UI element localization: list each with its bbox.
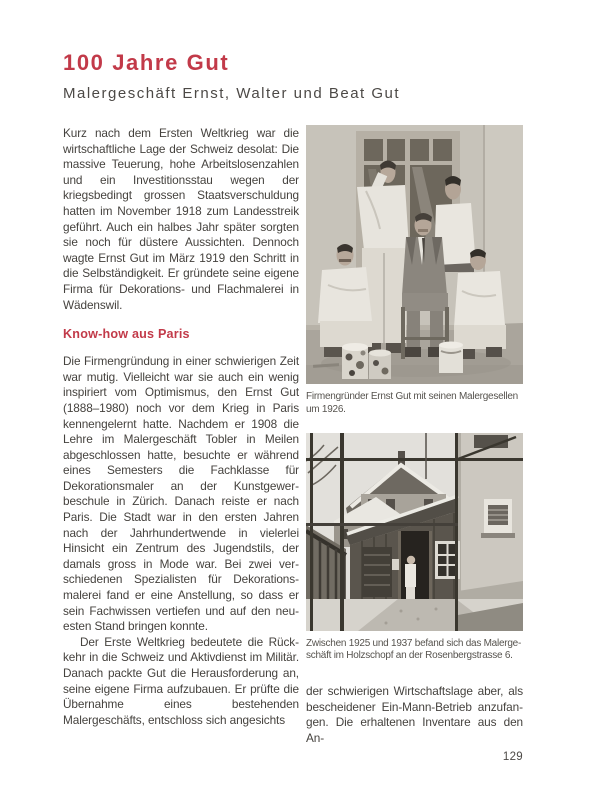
section-heading: Know-how aus Paris — [63, 327, 190, 342]
caption-holzschopf: Zwischen 1925 und 1937 befand sich das Malergeschäft im Holzschopf an der Rosenbergstrasse 6. — [306, 637, 522, 662]
paragraph-war-return: Der Erste Weltkrieg bedeutete die Rückkehr in die Schweiz und Aktivdienst im Militär. Danach packte Gut die Herausforderung an, seine eigene Firma aufzubauen. Er prüfte die Übernahme eines bestehenden Malergeschäfts, entschloss sich angesichts — [63, 634, 299, 727]
page-title: 100 Jahre Gut — [63, 50, 230, 75]
paragraph-founding: Die Firmengründung in einer schwierigen Zeit war mutig. Vielleicht war sie auch ein wenig inspiriert vom Optimismus, den Ernst Gut (1888–1980) noch vor dem Krieg in Paris kennengelernt hatte. Nachdem er 1908 die Lehre im Malergeschäft Tobler in Meilen abgeschlossen hatte, besuchte er während eines Semesters die Fachklasse für Dekorationsmaler an der Kunstgewerbeschule in Zürich. Danach reiste er nach Paris. Die Stadt war in den ersten Jahren nach der Jahrhundertwende in vielerlei Hinsicht ein Zentrum des Jugendstils, der damals gross in Mode war. Bei zwei verschiedenen Spezialisten für Dekorationsmalerei fand er eine Anstellung, so dass er sein Fachwissen vertiefen und auf den neuesten Stand bringen konnte. — [63, 354, 299, 634]
left-column — [63, 126, 299, 728]
paragraph-intro: Kurz nach dem Ersten Weltkrieg war die wirtschaftliche Lage der Schweiz desolat: Die massive Teuerung, hohe Arbeitslosenzahlen und ein Investitionsstau wegen der kriegsbedingt grossen Staatsverschuldung hatten im November 1918 zum Landesstreik geführt. Auch ein halbes Jahr später sorgten sie noch für düstere Aussichten. Dennoch wagte Ernst Gut im März 1919 den Schritt in die Selbständigkeit. Er gründete seine eigene Firma für Dekorations- und Flachmalerei in Wädenswil. — [63, 126, 299, 312]
photo-group-portrait-1926 — [306, 125, 523, 384]
paragraph-continuation: der schwierigen Wirtschaftslage aber, als bescheidener Ein-Mann-Betrieb anzufangen. Die erhaltenen Inventare aus den An- — [306, 684, 523, 745]
page-number: 129 — [502, 751, 523, 763]
page-subtitle: Malergeschäft Ernst, Walter und Beat Gut — [63, 85, 401, 102]
right-column — [306, 125, 523, 747]
figure-group-portrait — [306, 125, 523, 417]
figure-holzschopf — [306, 433, 523, 664]
caption-group-portrait: Firmengründer Ernst Gut mit seinen Malergesellen um 1926. — [306, 391, 518, 415]
photo-holzschopf-winter — [306, 433, 523, 631]
